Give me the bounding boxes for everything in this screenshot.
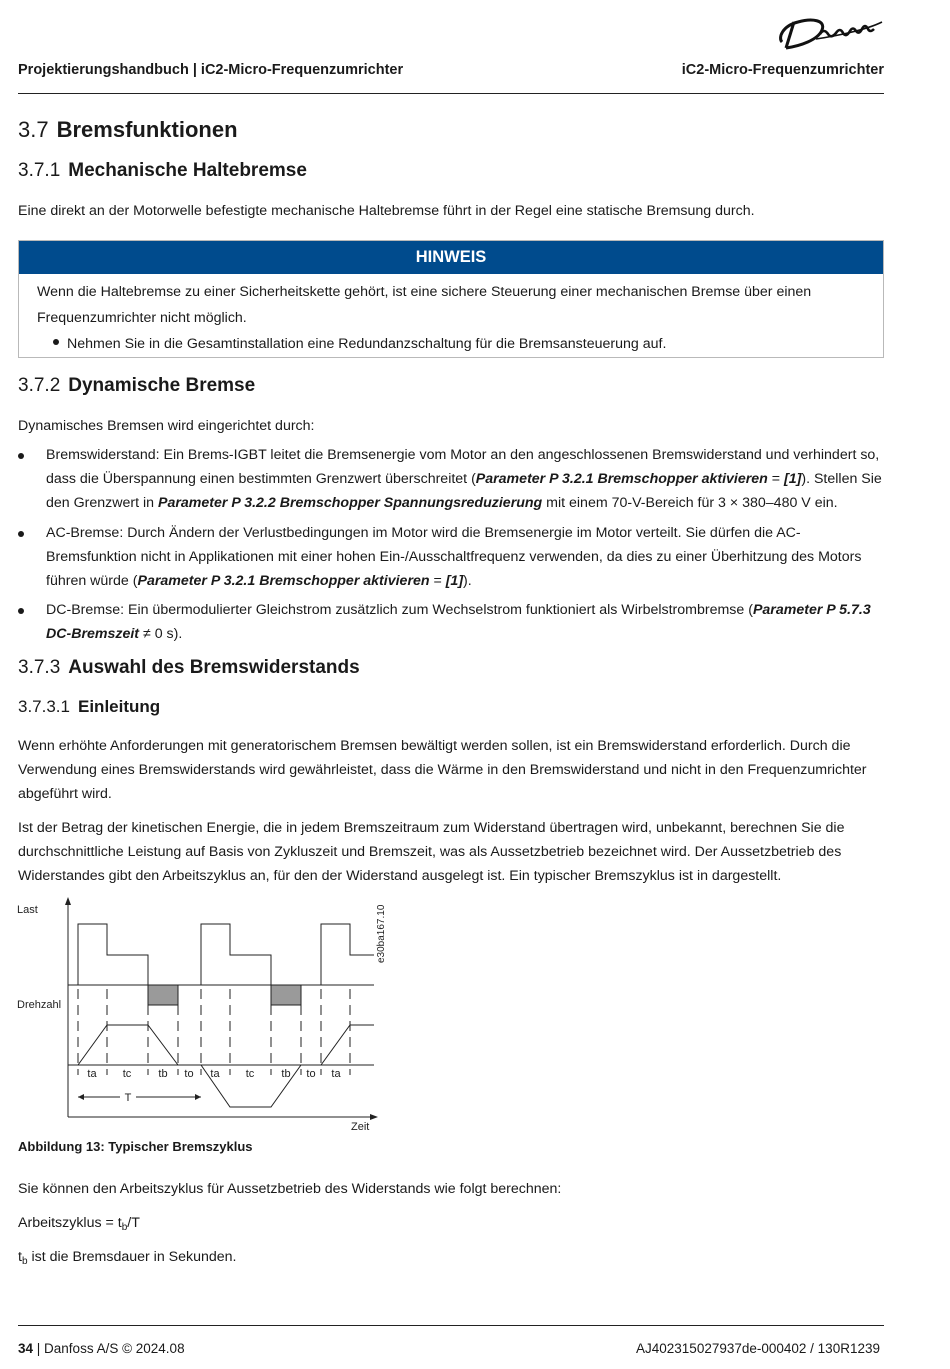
y-axis-arrow-icon xyxy=(65,897,71,905)
parameter-reference: Parameter P 3.2.1 Bremschopper aktivieren xyxy=(475,471,768,487)
brake-cycle-diagram xyxy=(14,895,394,1135)
subsection-title: Dynamische Bremse xyxy=(68,375,256,396)
subsection-number: 3.7.2 xyxy=(18,375,61,396)
period-arrow-left-icon xyxy=(78,1094,84,1100)
notice-text: Wenn die Haltebremse zu einer Sicherheitskette gehört, ist eine sichere Steuerung einer mechanischen Bremse über einen Frequenzumrichter nicht möglich. xyxy=(37,284,812,326)
paragraph-intro-dynamisch: Dynamisches Bremsen wird eingerichtet durch: xyxy=(18,418,315,434)
section-heading xyxy=(18,117,238,143)
notice-bullet-item xyxy=(53,332,853,356)
parameter-reference: Parameter P 3.2.1 Bremschopper aktivieren xyxy=(137,573,430,589)
subsubsection-title: Einleitung xyxy=(78,697,161,716)
period-label: T xyxy=(124,1092,132,1104)
braking-load-block xyxy=(271,985,301,1005)
subsection-heading-haltebremse xyxy=(18,160,307,182)
notice-bullet-text: Nehmen Sie in die Gesamtinstallation eine Redundanzschaltung für die Bremsansteuerung auf. xyxy=(67,336,667,352)
figure-caption: Abbildung 13: Typischer Bremszyklus xyxy=(18,1139,253,1154)
list-item-text: AC-Bremse: Durch Ändern der Verlustbedingungen im Motor wird die Bremsenergie im Motor verteilt. Sie dürfen die AC-Bremsfunktion nicht in Applikationen mit einer hohen Ein-/Ausschaltfrequenz verwenden, da dies zu einer Überhitzung des Motors führen würde (Parameter P 3.2.1 Bremschopper aktivieren = [1]). xyxy=(46,525,862,589)
paragraph-arbeitszyklus: Sie können den Arbeitszyklus für Aussetzbetrieb des Widerstands wie folgt berechnen: xyxy=(18,1181,562,1197)
bullet-icon xyxy=(18,608,24,614)
subsection-title: Auswahl des Bremswiderstands xyxy=(68,657,360,678)
notice-box xyxy=(18,240,884,358)
bullet-icon xyxy=(18,531,24,537)
segment-label: ta xyxy=(210,1068,220,1080)
label-drehzahl: Drehzahl xyxy=(17,999,62,1011)
segment-label: tc xyxy=(245,1068,255,1080)
segment-label: tc xyxy=(122,1068,132,1080)
load-profile xyxy=(201,924,271,985)
footer-page-info xyxy=(18,1341,185,1356)
load-profile xyxy=(321,924,374,985)
footer-company: | Danfoss A/S © 2024.08 xyxy=(33,1341,185,1356)
page-number: 34 xyxy=(18,1341,34,1356)
subsection-heading-dynamische-bremse xyxy=(18,375,255,397)
paragraph-einleitung-2: Ist der Betrag der kinetischen Energie, die in jedem Bremszeitraum zum Widerstand übertragen wird, unbekannt, berechnen Sie die durchschnittliche Leistung auf Basis von Zykluszeit und Bremszeit, was als Aussetzbetrieb bezeichnet wird. Der Aussetzbetrieb des Widerstandes gibt den Arbeitszyklus an, für den der Widerstand ausgelegt ist. Ein typischer Bremszyklus ist in dargestellt. xyxy=(18,820,845,884)
subsection-number: 3.7.1 xyxy=(18,160,61,181)
label-zeit: Zeit xyxy=(351,1121,370,1133)
header-product-name: iC2-Micro-Frequenzumrichter xyxy=(681,62,884,78)
segment-label: to xyxy=(184,1068,194,1080)
subsection-title: Mechanische Haltebremse xyxy=(68,160,307,181)
subsection-heading-bremswiderstand xyxy=(18,657,360,679)
subsubsection-number: 3.7.3.1 xyxy=(18,697,70,716)
formula-arbeitszyklus: Arbeitszyklus = $t_b/T$ xyxy=(18,1215,140,1233)
section-number: 3.7 xyxy=(18,117,49,142)
time-guides xyxy=(78,989,350,1075)
danfoss-logo xyxy=(776,8,884,52)
list-item-text: DC-Bremse: Ein übermodulierter Gleichstrom zusätzlich zum Wechselstrom funktioniert als Wirbelstrombremse (Parameter P 5.7.3 DC-Bremszeit ≠ 0 s). xyxy=(46,602,871,642)
period-arrow-right-icon xyxy=(195,1094,201,1100)
paragraph-haltebremse: Eine direkt an der Motorwelle befestigte mechanische Haltebremse führt in der Regel eine statische Bremsung durch. xyxy=(18,203,755,219)
paragraph-einleitung-1: Wenn erhöhte Anforderungen mit generatorischem Bremsen bewältigt werden sollen, ist ein Bremswiderstand erforderlich. Durch die Verwendung eines Bremswiderstands wird gewährleistet, dass die Wärme in den Bremswiderstand und nicht in den Frequenzumrichter abgeführt wird. xyxy=(18,738,867,802)
bullet-icon xyxy=(18,453,24,459)
segment-label: ta xyxy=(87,1068,97,1080)
footer-divider xyxy=(18,1325,884,1326)
section-title: Bremsfunktionen xyxy=(56,117,238,142)
bullet-icon xyxy=(53,339,59,345)
segment-label: ta xyxy=(331,1068,341,1080)
segment-label: to xyxy=(306,1068,316,1080)
figure-code: e30ba167.10 xyxy=(376,904,387,963)
braking-load-block xyxy=(148,985,178,1005)
segment-label: tb xyxy=(281,1068,291,1080)
subsection-number: 3.7.3 xyxy=(18,657,61,678)
subsubsection-heading-einleitung xyxy=(18,697,160,717)
footer-document-id: AJ402315027937de-000402 / 130R1239 xyxy=(636,1341,880,1356)
parameter-reference: Parameter P 3.2.2 Bremschopper Spannungsreduzierung xyxy=(157,495,543,511)
load-profile xyxy=(78,924,148,985)
paragraph-bremsdauer: $t_b$ ist die Bremsdauer in Sekunden. xyxy=(18,1249,237,1267)
notice-title: HINWEIS xyxy=(19,241,883,274)
x-axis-arrow-icon xyxy=(370,1114,378,1120)
segment-label: tb xyxy=(158,1068,168,1080)
label-last: Last xyxy=(17,904,38,916)
list-item-text: Bremswiderstand: Ein Brems-IGBT leitet die Bremsenergie vom Motor an den angeschlossenen Bremswiderstand und verhindert so, dass die Überspannung einen bestimmten Grenzwert überschreitet (Parameter P 3.2.1 Bremschopper aktivieren = [1]). Stellen Sie den Grenzwert in Parameter P 3.2.2 Bremschopper Spannungsreduzierung mit einem 70-V-Bereich für 3 × 380–480 V ein. xyxy=(46,447,882,511)
header-document-title: Projektierungshandbuch | iC2-Micro-Frequenzumrichter xyxy=(18,62,404,78)
header-divider xyxy=(18,93,884,94)
parameter-reference: Parameter P 5.7.3 DC-Bremszeit xyxy=(46,602,871,642)
